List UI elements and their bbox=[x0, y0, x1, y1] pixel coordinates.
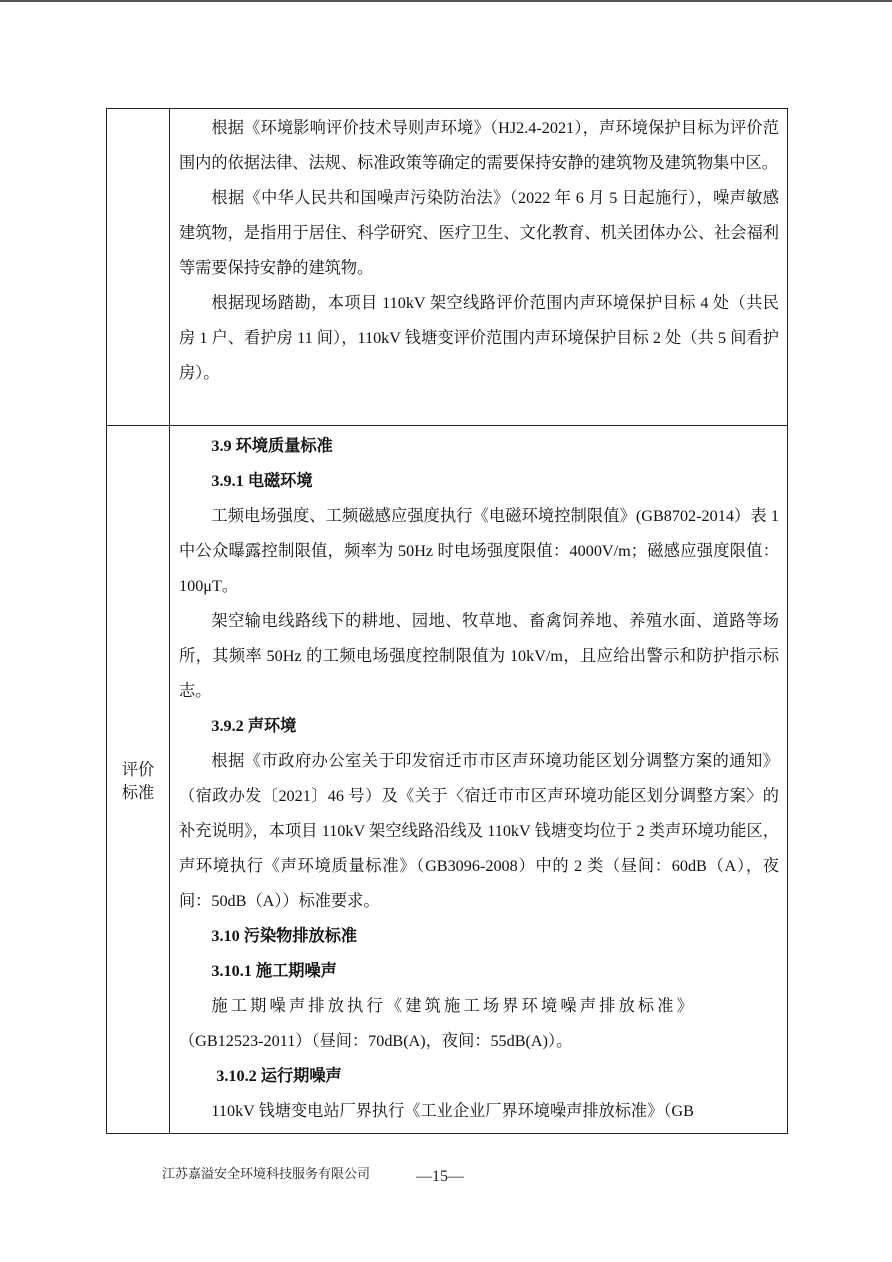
row-divider bbox=[107, 425, 787, 426]
heading-3-9: 3.9 环境质量标准 bbox=[211, 437, 333, 455]
paragraph-construction-noise: 施工期噪声排放执行《建筑施工场界环境噪声排放标准》 bbox=[211, 997, 697, 1015]
paragraph-operation-noise: 110kV 钱塘变电站厂界执行《工业企业厂界环境噪声排放标准》（GB bbox=[211, 1102, 694, 1120]
page-number: —15— bbox=[416, 1168, 464, 1185]
column-divider bbox=[169, 109, 170, 1133]
paragraph-em-limits: 工频电场强度、工频磁感应强度执行《电磁环境控制限值》(GB8702-2014）表 1 中公众曝露控制限值，频率为 50Hz 时电场强度限值：4000V/m；磁感应强度限值：100μT。 bbox=[179, 507, 779, 595]
label-line-2: 标准 bbox=[121, 784, 155, 802]
page-top-border bbox=[0, 0, 892, 2]
paragraph-em-farmland: 架空输电线路线下的耕地、园地、牧草地、畜禽饲养地、养殖水面、道路等场所，其频率 50Hz 的工频电场强度控制限值为 10kV/m，且应给出警示和防护指示标志。 bbox=[179, 612, 779, 700]
heading-3-10-2: 3.10.2 运行期噪声 bbox=[216, 1067, 342, 1085]
heading-3-9-2: 3.9.2 声环境 bbox=[211, 717, 297, 735]
paragraph-noise-law: 根据《中华人民共和国噪声污染防治法》（2022 年 6 月 5 日起施行），噪声敏感建筑物，是指用于居住、科学研究、医疗卫生、文化教育、机关团体办公、社会福利等需要保持安静的建筑物。 bbox=[179, 189, 779, 277]
heading-3-10: 3.10 污染物排放标准 bbox=[211, 927, 358, 945]
paragraph-site-survey: 根据现场踏勘，本项目 110kV 架空线路评价范围内声环境保护目标 4 处（共民房 1 户、看护房 11 间），110kV 钱塘变评价范围内声环境保护目标 2 处（共 5 间看护房）。 bbox=[179, 294, 779, 382]
paragraph-construction-noise-values: （GB12523-2011）（昼间：70dB(A)，夜间：55dB(A)）。 bbox=[179, 1032, 573, 1050]
evaluation-standard-label bbox=[107, 759, 169, 805]
paragraph-noise-zoning: 根据《市政府办公室关于印发宿迁市市区声环境功能区划分调整方案的通知》（宿政办发〔2021〕46 号）及《关于〈宿迁市市区声环境功能区划分调整方案〉的补充说明》，本项目 110kV 架空线路沿线及 110kV 钱塘变均位于 2 类声环境功能区，声环境执行《声环境质量标准》（GB3096-2008）中的 2 类（昼间：60dB（A），夜间：50dB（A））标准要求。 bbox=[179, 752, 779, 910]
heading-3-9-1: 3.9.1 电磁环境 bbox=[211, 472, 313, 490]
noise-protection-targets-cell bbox=[179, 111, 779, 391]
paragraph-guideline-basis: 根据《环境影响评价技术导则声环境》（HJ2.4-2021），声环境保护目标为评价范围内的依据法律、法规、标准政策等确定的需要保持安静的建筑物及建筑物集中区。 bbox=[179, 119, 779, 172]
label-line-1: 评价 bbox=[121, 761, 155, 779]
standards-table bbox=[106, 108, 788, 1134]
heading-3-10-1: 3.10.1 施工期噪声 bbox=[211, 962, 337, 980]
evaluation-standard-cell bbox=[179, 429, 779, 1129]
footer-company-name: 江苏嘉溢安全环境科技服务有限公司 bbox=[162, 1167, 371, 1182]
